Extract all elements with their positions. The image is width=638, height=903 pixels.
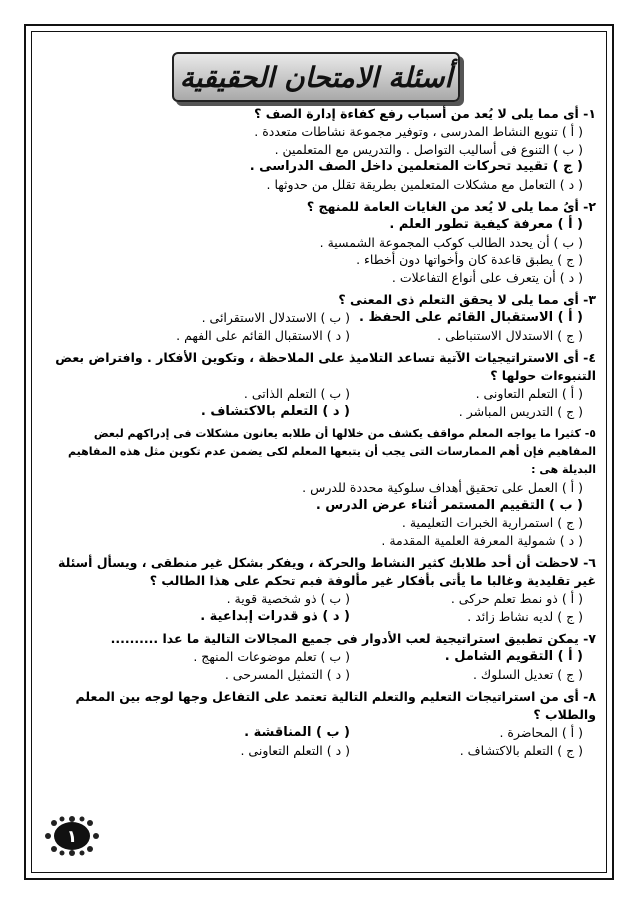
answer-row	[44, 309, 596, 327]
question-text: ٤- أى الاستراتيجيات الآتية تساعد التلاميذ على الملاحظة ، وتكوين الأفكار . وافتراض بعض التنبوءات حولها ؟	[55, 350, 596, 383]
answer-option: ( أ ) ذو نمط تعلم حركى .	[450, 591, 583, 606]
page-number: ١	[66, 827, 78, 847]
question-text: ٨- أى من استراتيجات التعليم والتعلم التالية تعتمد على التفاعل وجها لوجه بين المعلم والطلاب ؟	[75, 689, 596, 722]
answer-row	[44, 385, 596, 403]
answer-row	[44, 648, 596, 666]
question-3	[44, 291, 596, 344]
question-1	[44, 105, 596, 193]
answer-option: ( ج ) الاستدلال الاستنباطى .	[437, 327, 583, 343]
page-number-badge	[44, 815, 100, 857]
question-4	[44, 349, 596, 420]
answer-option: ( ب ) المناقشة .	[244, 725, 350, 740]
question-8	[44, 688, 596, 759]
answer-option: ( أ ) التعلم التعاونى .	[475, 386, 583, 401]
answer-row	[44, 742, 596, 760]
answer-option: ( د ) التعلم التعاونى .	[240, 742, 350, 758]
answer-option: ( ج ) التعلم بالاكتشاف .	[459, 742, 583, 758]
questions-list	[44, 100, 596, 759]
answer-option: ( أ ) الاستقبال القائم على الحفظ .	[359, 310, 583, 325]
answer-option: ( ج ) تعديل السلوك .	[472, 666, 583, 682]
answer-row	[44, 403, 596, 421]
answer-option: ( ج ) لديه نشاط زائد .	[467, 608, 583, 624]
page-title: أسئلة الامتحان الحقيقية	[179, 60, 453, 94]
answer-option: ( أ ) تنويع النشاط المدرسى ، وتوفير مجموعة نشاطات متعددة .	[254, 124, 583, 139]
answer-option: ( ب ) أن يحدد الطالب كوكب المجموعة الشمسية .	[319, 234, 583, 250]
question-text: ١- أى مما يلى لا يُعد من أسباب رفع كفاءة إدارة الصف ؟	[254, 106, 596, 121]
answer-option: ( ب ) التنوع فى أساليب التواصل . والتدريس مع المتعلمين .	[274, 141, 583, 157]
answer-row	[44, 608, 596, 626]
question-text: ٧- يمكن تطبيق استراتيجية لعب الأدوار فى جميع المجالات التالية ما عدا ..........	[110, 631, 596, 646]
answer-option: ( ج ) التدريس المباشر .	[458, 403, 583, 419]
answer-option: ( أ ) التقويم الشامل .	[444, 649, 583, 664]
answer-option: ( ج ) استمرارية الخبرات التعليمية .	[401, 515, 583, 530]
question-5	[44, 425, 596, 549]
answer-row	[44, 724, 596, 742]
answer-option: ( د ) التعلم بالاكتشاف .	[200, 403, 350, 419]
question-text: ٥- كثيرا ما يواجه المعلم مواقف يكشف من خلالها أن طلابه يعانون مشكلات فى إدراكهم لبعض المفاهيم فإن أهم الممارسات التى يجب أن يتبعها المعلم لكى يضمن عدم تكوين مثل هذه المفاهيم البديلة هى :	[67, 427, 596, 476]
question-text: ٦- لاحظت أن أحد طلابك كثير النشاط والحركة ، ويفكر بشكل غير منطقى ، ويسأل أسئلة غير تقليدية وغالبا ما يأتى بأفكار غير مألوفة فبم تحكم على هذا الطالب ؟	[57, 555, 596, 588]
answer-option: ( ب ) الاستدلال الاستقرائى .	[201, 310, 350, 325]
answer-option: ( ب ) التعلم الذاتى .	[243, 386, 350, 401]
question-6	[44, 554, 596, 625]
question-text: ٣- أى مما يلى لا يحقق التعلم ذى المعنى ؟	[338, 292, 596, 307]
answer-option: ( د ) ذو قدرات إبداعية .	[200, 608, 350, 624]
answer-option: ( د ) التعامل مع مشكلات المتعلمين بطريقة تقلل من حدوثها .	[266, 176, 583, 192]
answer-row	[44, 327, 596, 345]
answer-option: ( أ ) معرفة كيفية تطور العلم .	[389, 217, 583, 232]
question-7	[44, 630, 596, 683]
answer-option: ( ب ) التقييم المستمر أثناء عرض الدرس .	[315, 497, 583, 513]
question-text: ٢- أىُ مما يلى لا يُعد من الغايات العامة للمنهج ؟	[306, 199, 596, 214]
answer-option: ( أ ) المحاضرة .	[499, 725, 583, 740]
answer-option: ( د ) شمولية المعرفة العلمية المقدمة .	[381, 532, 583, 548]
answer-option: ( ج ) تقييد تحركات المتعلمين داخل الصف الدراسى .	[249, 159, 583, 174]
answer-row	[44, 590, 596, 608]
answer-option: ( أ ) العمل على تحقيق أهداف سلوكية محددة للدرس .	[302, 480, 583, 495]
answer-option: ( د ) الاستقبال القائم على الفهم .	[176, 327, 350, 343]
title-banner	[172, 52, 460, 102]
answer-row	[44, 666, 596, 684]
answer-option: ( ب ) ذو شخصية قوية .	[226, 591, 350, 606]
answer-option: ( ب ) تعلم موضوعات المنهج .	[193, 649, 350, 664]
answer-option: ( ج ) يطبق قاعدة كان وأخواتها دون أخطاء .	[356, 252, 583, 267]
question-2	[44, 198, 596, 286]
answer-option: ( د ) أن يتعرف على أنواع التفاعلات .	[391, 269, 583, 285]
answer-option: ( د ) التمثيل المسرحى .	[224, 666, 350, 682]
